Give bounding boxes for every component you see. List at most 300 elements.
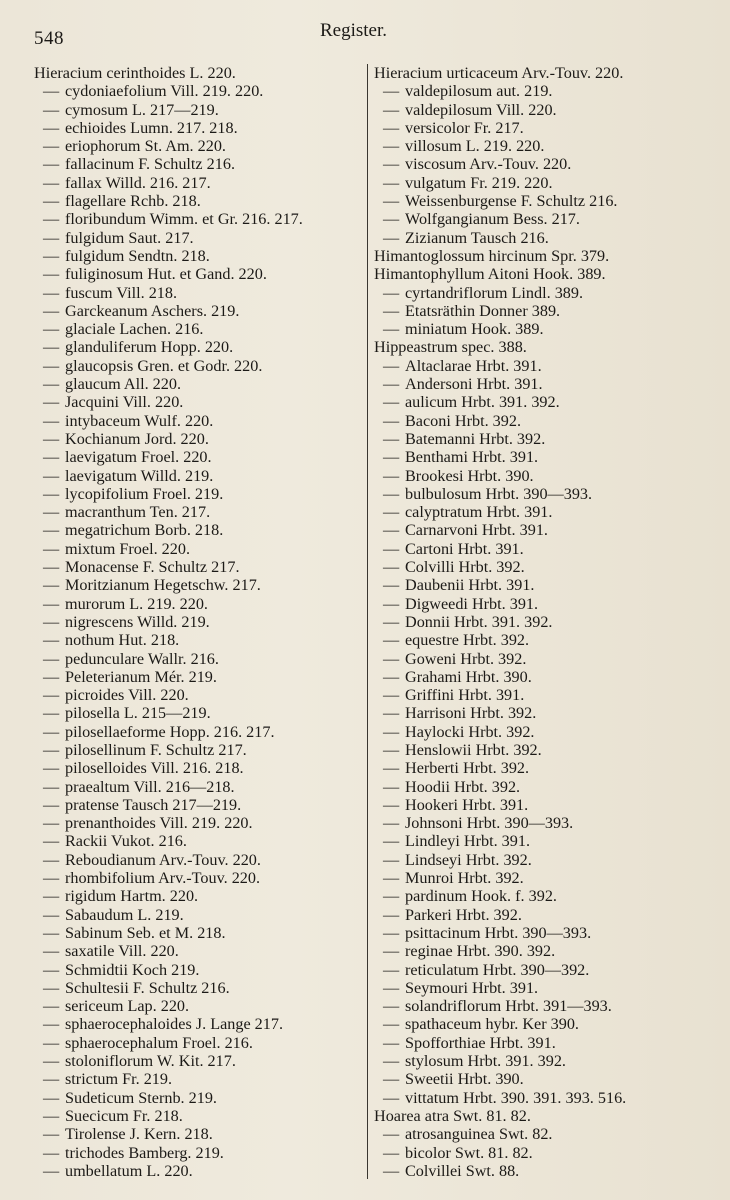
repeat-dash: — [383, 1143, 400, 1162]
repeat-dash: — [43, 1088, 60, 1107]
index-entry-text: Herberti Hrbt. 392. [405, 759, 530, 778]
index-entry [34, 814, 364, 832]
index-entry [374, 814, 724, 832]
repeat-dash: — [43, 521, 60, 540]
index-entry-text: pardinum Hook. f. 392. [405, 887, 557, 906]
index-entry-text: viscosum Arv.-Touv. 220. [405, 155, 572, 174]
index-entry [374, 759, 724, 777]
repeat-dash: — [383, 777, 400, 796]
index-entry-text: fulgidum Saut. 217. [65, 228, 194, 247]
repeat-dash: — [43, 942, 60, 961]
index-entry [34, 503, 364, 521]
index-entry-text: miniatum Hook. 389. [405, 320, 544, 339]
index-entry-text: Daubenii Hrbt. 391. [405, 576, 535, 595]
index-entry-text: bicolor Swt. 81. 82. [405, 1143, 533, 1162]
index-entry-text: Parkeri Hrbt. 392. [405, 905, 522, 924]
repeat-dash: — [43, 722, 60, 741]
index-entry [34, 723, 364, 741]
repeat-dash: — [43, 923, 60, 942]
index-entry [34, 997, 364, 1015]
index-entry [34, 1162, 364, 1180]
repeat-dash: — [383, 393, 400, 412]
index-entry [34, 1144, 364, 1162]
repeat-dash: — [43, 1015, 60, 1034]
index-entry-text: Etatsräthin Donner 389. [405, 301, 561, 320]
index-entry-text: Baconi Hrbt. 392. [405, 411, 521, 430]
index-entry [34, 540, 364, 558]
index-entry-text: Himantoglossum hircinum Spr. 379. [374, 246, 610, 265]
index-entry [374, 412, 724, 430]
index-entry [34, 210, 364, 228]
index-entry-text: macranthum Ten. 217. [65, 503, 211, 522]
index-entry-text: spathaceum hybr. Ker 390. [405, 1015, 579, 1034]
index-entry-text: Reboudianum Arv.-Touv. 220. [65, 850, 261, 869]
index-entry-text: solandriflorum Hrbt. 391—393. [405, 997, 612, 1016]
index-entry [374, 1107, 724, 1125]
index-entry-text: calyptratum Hrbt. 391. [405, 503, 553, 522]
index-entry [34, 906, 364, 924]
index-entry [34, 174, 364, 192]
index-entry [374, 1089, 724, 1107]
repeat-dash: — [43, 612, 60, 631]
index-entry [34, 247, 364, 265]
index-entry-text: Batemanni Hrbt. 392. [405, 429, 546, 448]
index-entry [374, 64, 724, 82]
index-entry-text: glaucum All. 220. [65, 375, 181, 394]
running-title: Register. [320, 20, 388, 41]
repeat-dash: — [383, 759, 400, 778]
index-entry [34, 613, 364, 631]
index-entry-text: sphaerocephalum Froel. 216. [65, 1033, 253, 1052]
index-entry [34, 686, 364, 704]
index-entry-text: Himantophyllum Aitoni Hook. 389. [374, 265, 606, 284]
index-entry-text: sphaerocephaloides J. Lange 217. [65, 1015, 284, 1034]
repeat-dash: — [43, 246, 60, 265]
index-entry [374, 924, 724, 942]
index-entry-text: Tirolense J. Kern. 218. [65, 1125, 213, 1144]
repeat-dash: — [43, 539, 60, 558]
index-entry [34, 924, 364, 942]
index-entry-text: Spofforthiae Hrbt. 391. [405, 1033, 556, 1052]
repeat-dash: — [383, 667, 400, 686]
index-entry [34, 869, 364, 887]
repeat-dash: — [383, 521, 400, 540]
repeat-dash: — [43, 558, 60, 577]
index-entry-text: Garckeanum Aschers. 219. [65, 301, 240, 320]
index-entry [34, 576, 364, 594]
index-entry-text: lycopifolium Froel. 219. [65, 484, 224, 503]
index-entry [34, 229, 364, 247]
index-entry-text: stylosum Hrbt. 391. 392. [405, 1052, 566, 1071]
index-entry [34, 741, 364, 759]
index-entry [34, 631, 364, 649]
index-entry-text: Altaclarae Hrbt. 391. [405, 356, 542, 375]
index-entry-text: piloselloides Vill. 216. 218. [65, 759, 244, 778]
index-entry [374, 650, 724, 668]
index-entry-text: Monacense F. Schultz 217. [65, 558, 240, 577]
index-entry-text: Munroi Hrbt. 392. [405, 869, 524, 888]
index-entry [374, 467, 724, 485]
index-entry-text: Lindseyi Hrbt. 392. [405, 850, 532, 869]
index-entry [34, 521, 364, 539]
index-entry [34, 759, 364, 777]
index-entry-text: cyrtandriflorum Lindl. 389. [405, 283, 584, 302]
index-entry-text: glanduliferum Hopp. 220. [65, 338, 234, 357]
repeat-dash: — [43, 1070, 60, 1089]
index-entry [374, 942, 724, 960]
repeat-dash: — [43, 484, 60, 503]
repeat-dash: — [383, 1161, 400, 1180]
index-entry [374, 1162, 724, 1180]
repeat-dash: — [43, 686, 60, 705]
repeat-dash: — [383, 1070, 400, 1089]
index-entry-text: Sudeticum Sternb. 219. [65, 1088, 217, 1107]
repeat-dash: — [43, 320, 60, 339]
index-entry [374, 1034, 724, 1052]
index-entry-text: laevigatum Willd. 219. [65, 466, 214, 485]
column-divider [367, 64, 368, 1179]
index-entry [34, 796, 364, 814]
repeat-dash: — [43, 1143, 60, 1162]
repeat-dash: — [43, 192, 60, 211]
index-entry [374, 1052, 724, 1070]
repeat-dash: — [383, 503, 400, 522]
index-entry-text: strictum Fr. 219. [65, 1070, 173, 1089]
repeat-dash: — [43, 759, 60, 778]
repeat-dash: — [43, 832, 60, 851]
repeat-dash: — [383, 301, 400, 320]
index-entry [34, 357, 364, 375]
repeat-dash: — [43, 960, 60, 979]
index-entry-text: valdepilosum Vill. 220. [405, 100, 557, 119]
index-entry-text: umbellatum L. 220. [65, 1161, 193, 1180]
index-entry-text: Schultesii F. Schultz 216. [65, 978, 230, 997]
index-entry [374, 393, 724, 411]
index-entry-text: Sweetii Hrbt. 390. [405, 1070, 524, 1089]
index-entry [374, 101, 724, 119]
index-entry-text: echioides Lumn. 217. 218. [65, 118, 238, 137]
index-column-left [34, 64, 364, 1180]
repeat-dash: — [43, 429, 60, 448]
index-entry [374, 887, 724, 905]
index-entry [34, 467, 364, 485]
repeat-dash: — [43, 1033, 60, 1052]
index-entry [374, 338, 724, 356]
index-entry [34, 375, 364, 393]
index-entry-text: Colvilli Hrbt. 392. [405, 558, 525, 577]
repeat-dash: — [383, 704, 400, 723]
index-entry [374, 265, 724, 283]
index-entry-text: cymosum L. 217—219. [65, 100, 219, 119]
repeat-dash: — [43, 155, 60, 174]
repeat-dash: — [383, 795, 400, 814]
index-entry-text: rigidum Hartm. 220. [65, 887, 199, 906]
index-entry-text: stoloniflorum W. Kit. 217. [65, 1052, 236, 1071]
repeat-dash: — [383, 1033, 400, 1052]
index-entry-text: Hippeastrum spec. 388. [374, 338, 527, 357]
index-entry-text: saxatile Vill. 220. [65, 942, 179, 961]
index-entry-text: bulbulosum Hrbt. 390—393. [405, 484, 593, 503]
repeat-dash: — [383, 228, 400, 247]
index-entry [374, 997, 724, 1015]
index-entry [374, 485, 724, 503]
repeat-dash: — [383, 631, 400, 650]
repeat-dash: — [383, 484, 400, 503]
index-column-right [374, 64, 724, 1180]
index-entry [34, 961, 364, 979]
index-entry-text: nigrescens Willd. 219. [65, 612, 210, 631]
index-entry-text: Wolfgangianum Bess. 217. [405, 210, 580, 229]
index-entry-text: fallacinum F. Schultz 216. [65, 155, 235, 174]
repeat-dash: — [383, 137, 400, 156]
index-entry-text: prenanthoides Vill. 219. 220. [65, 814, 253, 833]
repeat-dash: — [383, 905, 400, 924]
index-entry [34, 778, 364, 796]
repeat-dash: — [383, 82, 400, 101]
repeat-dash: — [43, 869, 60, 888]
repeat-dash: — [43, 265, 60, 284]
page-number: 548 [34, 28, 64, 49]
repeat-dash: — [43, 118, 60, 137]
index-entry-text: rhombifolium Arv.-Touv. 220. [65, 869, 261, 888]
repeat-dash: — [43, 1161, 60, 1180]
index-entry-text: reticulatum Hrbt. 390—392. [405, 960, 590, 979]
index-entry-text: glaciale Lachen. 216. [65, 320, 204, 339]
index-entry [374, 851, 724, 869]
index-entry-text: laevigatum Froel. 220. [65, 448, 212, 467]
index-entry-text: reginae Hrbt. 390. 392. [405, 942, 556, 961]
repeat-dash: — [43, 100, 60, 119]
index-entry [374, 357, 724, 375]
index-entry [374, 832, 724, 850]
repeat-dash: — [43, 997, 60, 1016]
index-entry-text: Schmidtii Koch 219. [65, 960, 200, 979]
index-entry-text: Sabaudum L. 219. [65, 905, 184, 924]
index-entry-text: Zizianum Tausch 216. [405, 228, 549, 247]
index-entry-text: aulicum Hrbt. 391. 392. [405, 393, 560, 412]
repeat-dash: — [43, 82, 60, 101]
repeat-dash: — [43, 850, 60, 869]
index-entry [34, 942, 364, 960]
repeat-dash: — [383, 869, 400, 888]
repeat-dash: — [383, 100, 400, 119]
repeat-dash: — [383, 887, 400, 906]
index-entry-text: glaucopsis Gren. et Godr. 220. [65, 356, 263, 375]
repeat-dash: — [383, 686, 400, 705]
index-entry [34, 101, 364, 119]
repeat-dash: — [383, 466, 400, 485]
index-entry-text: versicolor Fr. 217. [405, 118, 524, 137]
index-entry [34, 64, 364, 82]
repeat-dash: — [43, 814, 60, 833]
repeat-dash: — [383, 1088, 400, 1107]
index-entry-text: trichodes Bamberg. 219. [65, 1143, 224, 1162]
index-entry [374, 869, 724, 887]
repeat-dash: — [43, 466, 60, 485]
index-entry-text: Andersoni Hrbt. 391. [405, 375, 543, 394]
index-entry [34, 887, 364, 905]
repeat-dash: — [43, 740, 60, 759]
index-entry-text: Peleterianum Mér. 219. [65, 667, 217, 686]
index-entry [374, 247, 724, 265]
index-entry-text: Digweedi Hrbt. 391. [405, 594, 539, 613]
index-entry [374, 229, 724, 247]
index-entry [34, 192, 364, 210]
index-entry-text: pilosella L. 215—219. [65, 704, 211, 723]
index-entry-text: megatrichum Borb. 218. [65, 521, 224, 540]
index-entry-text: fuscum Vill. 218. [65, 283, 178, 302]
index-entry-text: Hookeri Hrbt. 391. [405, 795, 529, 814]
repeat-dash: — [383, 740, 400, 759]
index-entry-text: sericeum Lap. 220. [65, 997, 190, 1016]
repeat-dash: — [43, 777, 60, 796]
index-entry-text: intybaceum Wulf. 220. [65, 411, 214, 430]
repeat-dash: — [43, 448, 60, 467]
index-entry [34, 137, 364, 155]
index-entry [34, 595, 364, 613]
repeat-dash: — [383, 722, 400, 741]
index-entry-text: fulgidum Sendtn. 218. [65, 246, 210, 265]
repeat-dash: — [43, 356, 60, 375]
index-entry-text: Harrisoni Hrbt. 392. [405, 704, 537, 723]
index-entry [374, 375, 724, 393]
index-entry-text: Colvillei Swt. 88. [405, 1161, 520, 1180]
repeat-dash: — [383, 850, 400, 869]
repeat-dash: — [383, 320, 400, 339]
repeat-dash: — [43, 283, 60, 302]
index-entry-text: vittatum Hrbt. 390. 391. 393. 516. [405, 1088, 627, 1107]
repeat-dash: — [383, 448, 400, 467]
index-entry [34, 155, 364, 173]
index-entry [34, 82, 364, 100]
index-entry [374, 137, 724, 155]
index-entry [34, 1070, 364, 1088]
index-entry [374, 704, 724, 722]
index-entry [374, 320, 724, 338]
index-entry [374, 174, 724, 192]
index-entry-text: Suecicum Fr. 218. [65, 1106, 183, 1125]
index-entry [374, 686, 724, 704]
index-entry-text: picroides Vill. 220. [65, 686, 189, 705]
index-entry [374, 1070, 724, 1088]
repeat-dash: — [383, 594, 400, 613]
index-entry [34, 265, 364, 283]
index-entry [34, 412, 364, 430]
index-entry [374, 1125, 724, 1143]
index-entry-text: equestre Hrbt. 392. [405, 631, 530, 650]
index-entry [34, 1052, 364, 1070]
repeat-dash: — [383, 173, 400, 192]
index-entry-text: flagellare Rchb. 218. [65, 192, 201, 211]
repeat-dash: — [383, 978, 400, 997]
repeat-dash: — [43, 631, 60, 650]
index-entry [34, 448, 364, 466]
index-entry [374, 302, 724, 320]
index-entry-text: Carnarvoni Hrbt. 391. [405, 521, 548, 540]
index-entry-text: Brookesi Hrbt. 390. [405, 466, 534, 485]
index-entry [34, 704, 364, 722]
index-entry [374, 119, 724, 137]
repeat-dash: — [43, 375, 60, 394]
index-entry [374, 741, 724, 759]
index-entry [34, 1089, 364, 1107]
index-entry [34, 1107, 364, 1125]
index-entry-text: mixtum Froel. 220. [65, 539, 191, 558]
index-entry-text: Jacquini Vill. 220. [65, 393, 184, 412]
repeat-dash: — [383, 283, 400, 302]
index-entry-text: fallax Willd. 216. 217. [65, 173, 211, 192]
repeat-dash: — [43, 1052, 60, 1071]
index-entry [34, 338, 364, 356]
repeat-dash: — [383, 923, 400, 942]
index-entry [374, 1015, 724, 1033]
repeat-dash: — [383, 1015, 400, 1034]
index-entry-text: praealtum Vill. 216—218. [65, 777, 235, 796]
index-entry [34, 284, 364, 302]
repeat-dash: — [383, 411, 400, 430]
index-entry [374, 961, 724, 979]
repeat-dash: — [383, 814, 400, 833]
index-entry [34, 851, 364, 869]
index-entry-text: floribundum Wimm. et Gr. 216. 217. [65, 210, 303, 229]
index-entry-text: Weissenburgense F. Schultz 216. [405, 192, 618, 211]
index-entry [34, 302, 364, 320]
index-entry [374, 540, 724, 558]
index-entry [34, 485, 364, 503]
repeat-dash: — [43, 210, 60, 229]
index-entry-text: Johnsoni Hrbt. 390—393. [405, 814, 574, 833]
repeat-dash: — [383, 832, 400, 851]
repeat-dash: — [43, 887, 60, 906]
repeat-dash: — [43, 228, 60, 247]
page-header [0, 20, 730, 50]
repeat-dash: — [43, 649, 60, 668]
index-entry-text: Rackii Vukot. 216. [65, 832, 187, 851]
repeat-dash: — [43, 301, 60, 320]
index-entry-text: Sabinum Seb. et M. 218. [65, 923, 226, 942]
index-entry [374, 558, 724, 576]
index-entry [34, 1015, 364, 1033]
repeat-dash: — [383, 155, 400, 174]
index-entry [374, 595, 724, 613]
index-entry-text: fuliginosum Hut. et Gand. 220. [65, 265, 267, 284]
index-entry-text: Donnii Hrbt. 391. 392. [405, 612, 553, 631]
index-entry-text: Hieracium cerinthoides L. 220. [34, 64, 236, 82]
index-entry [374, 613, 724, 631]
index-entry [34, 668, 364, 686]
repeat-dash: — [383, 997, 400, 1016]
repeat-dash: — [383, 558, 400, 577]
index-entry [374, 631, 724, 649]
repeat-dash: — [43, 1106, 60, 1125]
repeat-dash: — [383, 1052, 400, 1071]
index-entry [34, 393, 364, 411]
repeat-dash: — [43, 393, 60, 412]
repeat-dash: — [43, 978, 60, 997]
repeat-dash: — [43, 173, 60, 192]
repeat-dash: — [43, 704, 60, 723]
repeat-dash: — [43, 1125, 60, 1144]
index-entry [374, 796, 724, 814]
index-entry [374, 192, 724, 210]
index-entry-text: Goweni Hrbt. 392. [405, 649, 527, 668]
index-entry-text: pilosellinum F. Schultz 217. [65, 740, 247, 759]
index-entry-text: Benthami Hrbt. 391. [405, 448, 539, 467]
repeat-dash: — [383, 612, 400, 631]
index-entry-text: Lindleyi Hrbt. 391. [405, 832, 530, 851]
index-entry [374, 155, 724, 173]
index-entry [34, 1034, 364, 1052]
